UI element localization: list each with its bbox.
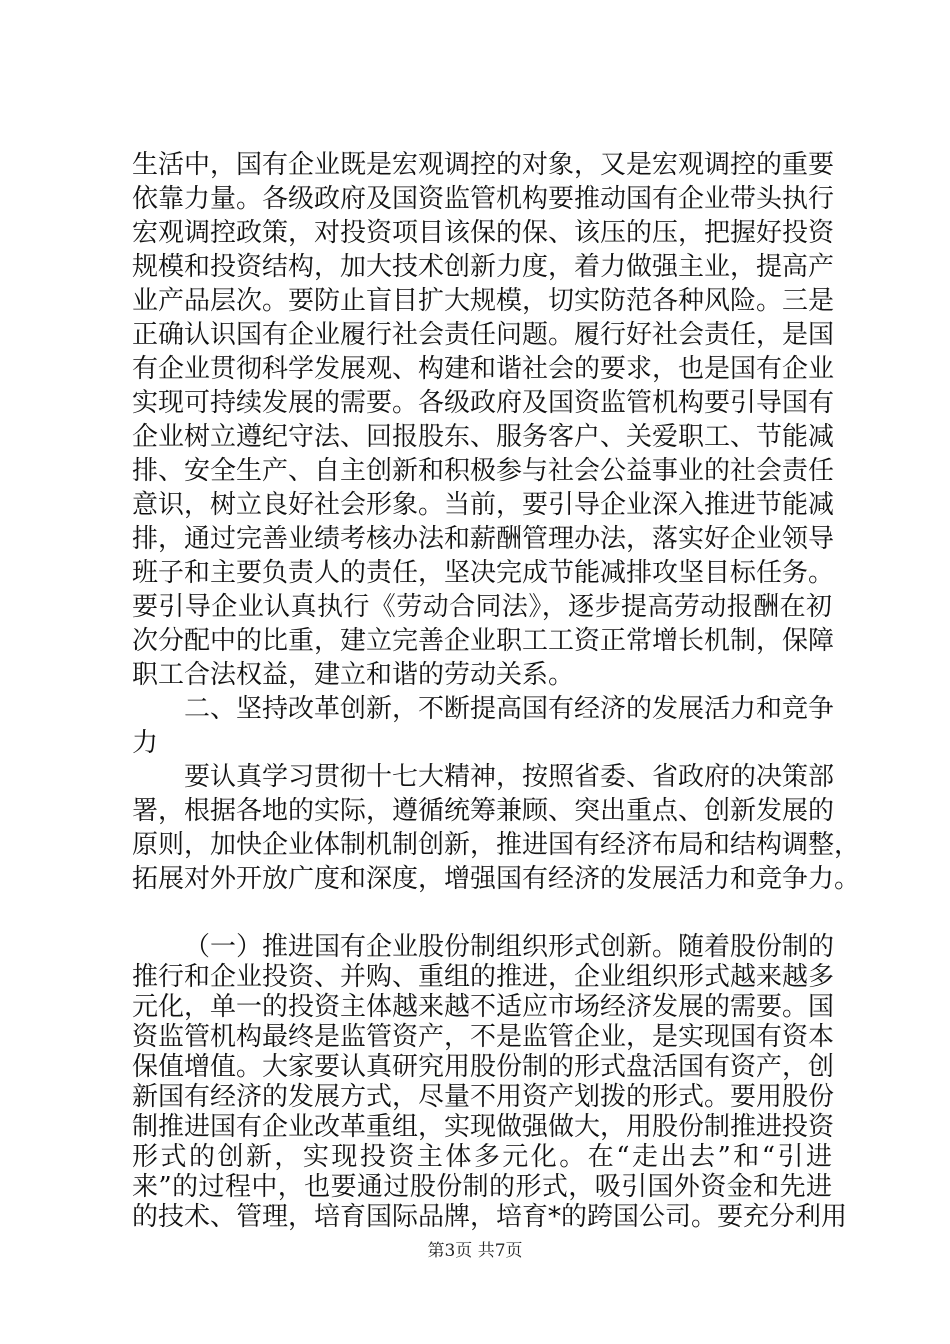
text-line: 要引导企业认真执行《劳动合同法》，逐步提高劳动报酬在初 — [132, 592, 832, 622]
text-line: 排，通过完善业绩考核办法和薪酬管理办法，落实好企业领导 — [132, 524, 835, 554]
text-line: 要认真学习贯彻十七大精神，按照省委、省政府的决策部 — [184, 762, 835, 792]
text-line: 生活中，国有企业既是宏观调控的对象，又是宏观调控的重要 — [132, 150, 835, 180]
text-line: 资监管机构最终是监管资产，不是监管企业，是实现国有资本 — [132, 1022, 835, 1052]
page-number-footer: 第3页 共7页 — [427, 1241, 523, 1261]
text-line: 宏观调控政策，对投资项目该保的保、该压的压，把握好投资 — [132, 218, 835, 248]
section-heading: 二、坚持改革创新，不断提高国有经济的发展活力和竞争 — [184, 694, 835, 724]
text-line: 实现可持续发展的需要。各级政府及国资监管机构要引导国有 — [132, 388, 835, 418]
text-line: 保值增值。大家要认真研究用股份制的形式盘活国有资产，创 — [132, 1052, 835, 1082]
text-line: 新国有经济的发展方式，尽量不用资产划拨的形式。要用股份 — [132, 1082, 835, 1112]
text-line: （一）推进国有企业股份制组织形式创新。随着股份制的 — [184, 932, 835, 962]
text-line: 制推进国有企业改革重组，实现做强做大，用股份制推进投资 — [132, 1112, 835, 1142]
text-line: 署，根据各地的实际，遵循统筹兼顾、突出重点、创新发展的 — [132, 796, 835, 826]
text-line: 意识，树立良好社会形象。当前，要引导企业深入推进节能减 — [132, 490, 835, 520]
text-line: 的技术、管理，培育国际品牌，培育*的跨国公司。要充分利用 — [132, 1202, 848, 1232]
section-heading-continuation: 力 — [132, 728, 159, 758]
text-line: 排、安全生产、自主创新和积极参与社会公益事业的社会责任 — [132, 456, 835, 486]
text-line: 原则，加快企业体制机制创新，推进国有经济布局和结构调整， — [132, 830, 861, 860]
text-line: 形式的创新，实现投资主体多元化。在“走出去”和“引进 — [132, 1142, 832, 1172]
text-line: 次分配中的比重，建立完善企业职工工资正常增长机制，保障 — [132, 626, 835, 656]
text-line: 元化，单一的投资主体越来越不适应市场经济发展的需要。国 — [132, 992, 835, 1022]
text-line: 职工合法权益，建立和谐的劳动关系。 — [132, 660, 575, 690]
text-line: 拓展对外开放广度和深度，增强国有经济的发展活力和竞争力。 — [132, 864, 861, 894]
text-line: 有企业贯彻科学发展观、构建和谐社会的要求，也是国有企业 — [132, 354, 835, 384]
text-line: 依靠力量。各级政府及国资监管机构要推动国有企业带头执行 — [132, 184, 835, 214]
text-line: 企业树立遵纪守法、回报股东、服务客户、关爱职工、节能减 — [132, 422, 835, 452]
text-line: 推行和企业投资、并购、重组的推进，企业组织形式越来越多 — [132, 962, 835, 992]
text-line: 班子和主要负责人的责任，坚决完成节能减排攻坚目标任务。 — [132, 558, 835, 588]
text-line: 规模和投资结构，加大技术创新力度，着力做强主业，提高产 — [132, 252, 835, 282]
text-line: 业产品层次。要防止盲目扩大规模，切实防范各种风险。三是 — [132, 286, 835, 316]
text-line: 正确认识国有企业履行社会责任问题。履行好社会责任，是国 — [132, 320, 835, 350]
text-line: 来”的过程中，也要通过股份制的形式，吸引国外资金和先进 — [132, 1172, 832, 1202]
